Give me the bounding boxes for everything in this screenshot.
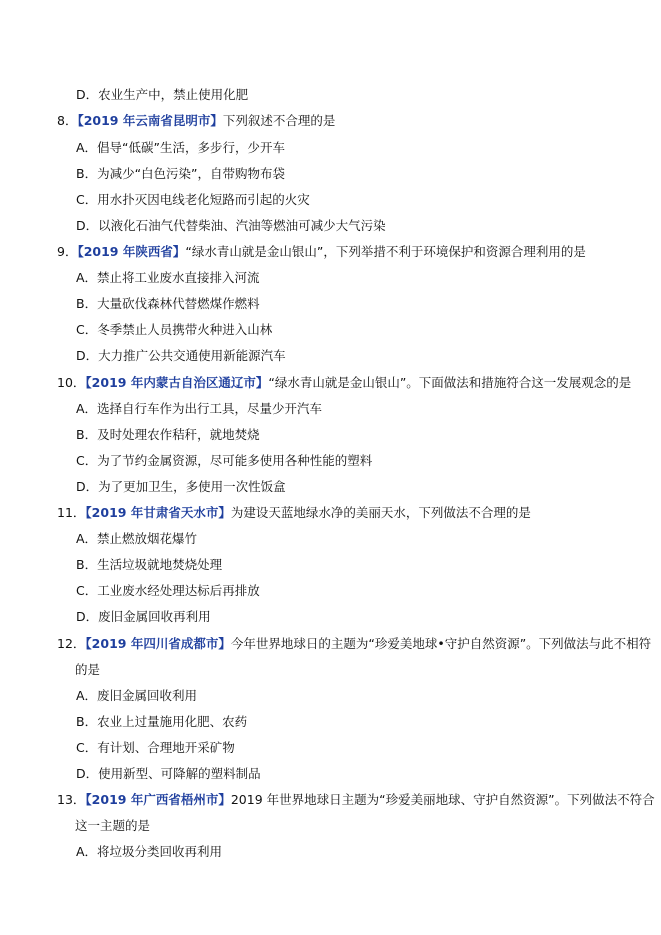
question-line: [57, 503, 531, 521]
answer-option: C．工业废水经处理达标后再排放: [76, 583, 260, 598]
answer-option: D．为了更加卫生，多使用一次性饭盒: [76, 479, 286, 494]
question-source: 2019 年甘肃省天水市: [91, 505, 219, 520]
question-number: 8．: [57, 113, 78, 128]
answer-option: A．将垃圾分类回收再利用: [76, 844, 223, 859]
answer-option: D．大力推广公共交通使用新能源汽车: [76, 348, 286, 363]
source-bracket-left: 【: [85, 505, 92, 520]
question-text: 下列叙述不合理的是: [222, 113, 336, 128]
question-text: 今年世界地球日的主题为“珍爱美地球•守护自然资源”。下列做法与此不相符: [230, 636, 652, 651]
source-bracket-left: 【: [85, 375, 92, 390]
answer-option: A．选择自行车作为出行工具，尽量少开汽车: [76, 401, 323, 416]
question-text: “绿水青山就是金山银山”，下列举措不利于环境保护和资源合理利用的是: [185, 244, 586, 259]
answer-option: D．使用新型、可降解的塑料制品: [76, 766, 261, 781]
question-source: 2019 年广西省梧州市: [91, 792, 219, 807]
source-bracket-left: 【: [77, 113, 84, 128]
question-number: 13．: [57, 792, 86, 807]
question-line: [57, 373, 631, 391]
source-bracket-right: 】: [210, 113, 223, 128]
answer-option: B．及时处理农作秸秆，就地焚烧: [76, 427, 260, 442]
question-source: 2019 年内蒙古自治区通辽市: [91, 375, 256, 390]
question-text: 2019 年世界地球日主题为“珍爱美丽地球、守护自然资源”。下列做法不符合: [230, 792, 655, 807]
question-continuation: 的是: [75, 662, 101, 677]
answer-option: C．有计划、合理地开采矿物: [76, 740, 235, 755]
answer-option: C．用水扑灭因电线老化短路而引起的火灾: [76, 192, 310, 207]
answer-option: A．倡导“低碳”生活，多步行，少开车: [76, 140, 286, 155]
question-source: 2019 年四川省成都市: [91, 636, 219, 651]
source-bracket-right: 】: [255, 375, 269, 390]
source-bracket-left: 【: [85, 636, 92, 651]
source-bracket-left: 【: [77, 244, 84, 259]
source-bracket-right: 】: [218, 636, 231, 651]
question-source: 2019 年云南省昆明市: [83, 113, 211, 128]
answer-option: D．以液化石油气代替柴油、汽油等燃油可减少大气污染: [76, 218, 386, 233]
question-continuation: 这一主题的是: [75, 818, 151, 833]
answer-option: B．为减少“白色污染”，自带购物布袋: [76, 166, 286, 181]
question-number: 10．: [57, 375, 86, 390]
source-bracket-right: 】: [218, 505, 231, 520]
question-line: [57, 790, 655, 808]
question-text: “绿水青山就是金山银山”。下面做法和措施符合这一发展观念的是: [268, 375, 632, 390]
answer-option: A．禁止将工业废水直接排入河流: [76, 270, 260, 285]
answer-option: A．禁止燃放烟花爆竹: [76, 531, 198, 546]
answer-option: B．农业上过量施用化肥、农药: [76, 714, 248, 729]
answer-option: B．生活垃圾就地焚烧处理: [76, 557, 223, 572]
question-line: [57, 634, 651, 652]
answer-option: D．废旧金属回收再利用: [76, 609, 211, 624]
question-source: 2019 年陕西省: [83, 244, 173, 259]
question-number: 11．: [57, 505, 86, 520]
question-number: 9．: [57, 244, 78, 259]
question-text: 为建设天蓝地绿水净的美丽天水，下列做法不合理的是: [230, 505, 531, 520]
answer-option: D．农业生产中，禁止使用化肥: [76, 87, 249, 102]
question-number: 12．: [57, 636, 86, 651]
question-line: [57, 242, 586, 260]
source-bracket-left: 【: [85, 792, 92, 807]
answer-option: C．为了节约金属资源，尽可能多使用各种性能的塑料: [76, 453, 373, 468]
answer-option: C．冬季禁止人员携带火种进入山林: [76, 322, 273, 337]
answer-option: A．废旧金属回收利用: [76, 688, 198, 703]
question-line: [57, 111, 335, 129]
source-bracket-right: 】: [218, 792, 231, 807]
answer-option: B．大量砍伐森林代替燃煤作燃料: [76, 296, 260, 311]
source-bracket-right: 】: [172, 244, 186, 259]
